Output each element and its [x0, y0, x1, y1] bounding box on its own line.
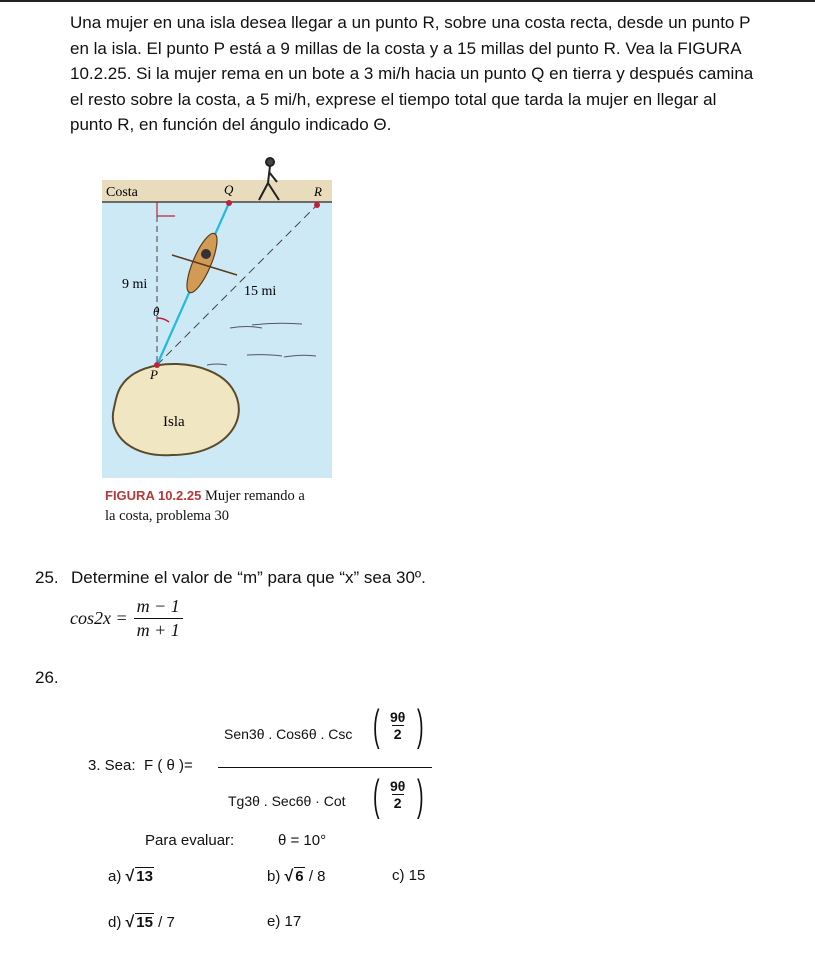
- top-rule: [0, 0, 815, 2]
- equation-25-lhs: cos2x =: [70, 608, 128, 628]
- point-q: [226, 200, 232, 206]
- num-inner-fraction: [390, 709, 405, 742]
- equation-25-denominator: m + 1: [134, 618, 183, 641]
- point-r: [314, 202, 320, 208]
- option-d-label: d): [108, 914, 122, 931]
- problem-24-line-1: Una mujer en una isla desea llegar a un punto R, sobre una costa recta, desde un punto P: [70, 13, 751, 32]
- radical-icon: √: [125, 914, 135, 931]
- problem-24: [20, 10, 800, 138]
- figure-caption: [105, 486, 345, 526]
- option-a-radicand: 13: [136, 868, 153, 885]
- problem-24-line-2: en la isla. El punto P está a 9 millas de la costa y a 15 millas del punto R. Vea la FIGURA: [70, 38, 742, 58]
- num-right-paren: ): [417, 701, 424, 750]
- label-9-mi: 9 mi: [122, 277, 148, 292]
- option-d: [108, 913, 175, 932]
- radical-icon: √: [284, 868, 294, 885]
- caption-figure-number: FIGURA 10.2.25: [105, 488, 202, 503]
- big-fraction-bar: [218, 767, 432, 768]
- num-left-paren: (: [373, 701, 380, 750]
- den-inner-numerator: 9θ: [390, 778, 406, 794]
- label-theta: θ: [153, 304, 160, 319]
- option-a: [108, 867, 154, 886]
- option-c-label: c): [392, 867, 405, 884]
- den-inner-denominator: 2: [393, 795, 402, 811]
- caption-text-1: Mujer remando a: [204, 488, 305, 504]
- equation-25-numerator: m − 1: [136, 596, 180, 616]
- option-b-radicand: 6: [295, 868, 304, 885]
- problem-24-number: [20, 10, 70, 36]
- problem-24-line-3: 10.2.25. Si la mujer rema en un bote a 3 mi/h hacia un punto Q en tierra y después camina: [70, 64, 754, 83]
- label-costa: Costa: [106, 185, 138, 200]
- num-inner-denominator: 2: [393, 726, 402, 742]
- num-inner-numerator: 9θ: [390, 709, 406, 725]
- option-e: [267, 913, 301, 930]
- den-right-paren: ): [417, 771, 424, 820]
- label-r: R: [314, 184, 322, 199]
- option-d-radicand: 15: [136, 914, 153, 931]
- den-left-paren: (: [373, 771, 380, 820]
- option-e-label: e): [267, 913, 281, 930]
- equation-25-fraction: [134, 596, 183, 641]
- problem-25-text: Determine el valor de “m” para que “x” sea 30º.: [71, 568, 426, 587]
- label-isla: Isla: [163, 414, 185, 430]
- function-lhs: F ( θ )=: [144, 757, 193, 774]
- den-inner-fraction: [390, 778, 405, 811]
- option-e-value: 17: [284, 913, 302, 930]
- problem-26-prefix: 3. Sea:: [88, 757, 136, 774]
- label-p: P: [150, 367, 158, 382]
- label-15-mi: 15 mi: [244, 284, 277, 299]
- problem-25: [35, 568, 426, 588]
- option-b-label: b): [267, 868, 281, 885]
- problem-24-line-5: punto R, en función del ángulo indicado Θ.: [70, 115, 392, 134]
- eval-label: Para evaluar:: [145, 832, 235, 849]
- problem-24-line-4: el resto sobre la costa, a 5 mi/h, exprese el tiempo total que tarda la mujer en llegar al: [70, 89, 717, 109]
- option-b: [267, 867, 326, 886]
- option-d-rest: / 7: [158, 914, 175, 931]
- option-b-rest: / 8: [308, 868, 326, 885]
- big-numerator: Sen3θ . Cos6θ . Csc: [224, 726, 353, 742]
- figure-island-coast: [102, 150, 340, 480]
- label-q: Q: [224, 182, 234, 197]
- radical-icon: √: [125, 868, 135, 885]
- big-fraction: [218, 701, 436, 826]
- eval-value: θ = 10°: [278, 832, 327, 849]
- equation-25: [70, 596, 183, 641]
- option-c: [392, 867, 425, 884]
- caption-text-2: la costa, problema 30: [105, 508, 230, 524]
- option-a-label: a): [108, 868, 122, 885]
- problem-26-number: 26.: [35, 668, 59, 687]
- big-denominator: Tg3θ . Sec6θ · Cot: [228, 793, 346, 809]
- island-shape: [113, 364, 239, 455]
- option-c-value: 15: [408, 867, 426, 884]
- problem-25-number: 25.: [35, 568, 59, 587]
